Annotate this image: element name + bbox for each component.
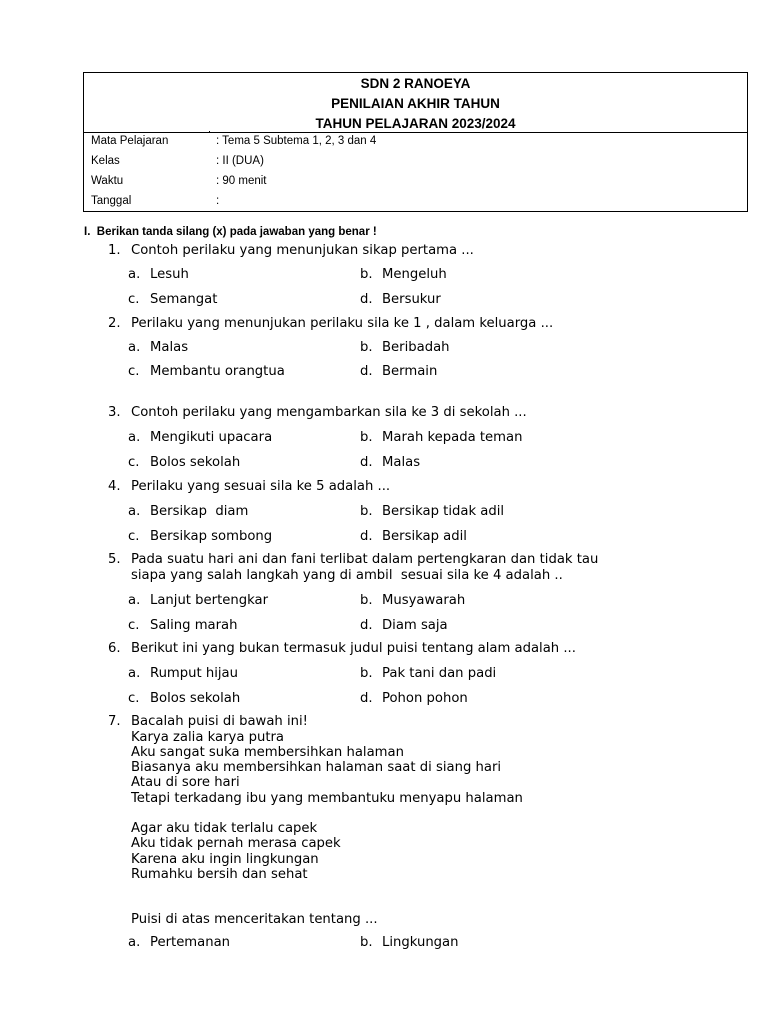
option-b[interactable]: [360, 430, 522, 445]
option-letter: a.: [128, 267, 141, 282]
instruction-text: Berikan tanda silang (x) pada jawaban yang benar !: [96, 226, 377, 238]
poem-line: Karena aku ingin lingkungan: [131, 851, 319, 867]
academic-year: TAHUN PELAJARAN 2023/2024: [315, 116, 516, 131]
option-text: Bersikap adil: [382, 529, 467, 544]
option-letter: d.: [360, 364, 373, 379]
question-text: Contoh perilaku yang menunjukan sikap pertama ...: [131, 243, 474, 258]
poem-line: Atau di sore hari: [131, 775, 240, 791]
option-d[interactable]: [360, 455, 420, 470]
option-text: Pak tani dan padi: [382, 666, 497, 681]
option-b[interactable]: [360, 340, 450, 355]
question-number: 5.: [108, 552, 121, 567]
option-text: Mengeluh: [382, 267, 447, 282]
poem-line: Rumahku bersih dan sehat: [131, 866, 308, 882]
option-letter: b.: [360, 267, 373, 282]
option-text: Marah kepada teman: [382, 430, 523, 445]
question-number: 7.: [108, 714, 121, 729]
question-number: 1.: [108, 243, 121, 258]
option-text: Bolos sekolah: [150, 691, 241, 706]
info-label: Kelas: [91, 155, 120, 167]
question-3: [108, 405, 527, 421]
option-text: Lesuh: [150, 267, 189, 282]
question-1: [108, 243, 474, 259]
option-d[interactable]: [360, 529, 467, 544]
option-letter: a.: [128, 340, 141, 355]
option-letter: d.: [360, 691, 373, 706]
option-text: Bolos sekolah: [150, 455, 241, 470]
question-text-line: Pada suatu hari ani dan fani terlibat dalam pertengkaran dan tidak tau: [131, 552, 599, 567]
question-prompt: Puisi di atas menceritakan tentang ...: [131, 912, 378, 927]
poem-line: Karya zalia karya putra: [131, 729, 284, 745]
option-text: Diam saja: [382, 618, 448, 633]
option-text: Bermain: [382, 364, 438, 379]
question-text: Contoh perilaku yang mengambarkan sila ke 3 di sekolah ...: [131, 405, 527, 420]
option-b[interactable]: [360, 267, 447, 282]
option-letter: a.: [128, 935, 141, 950]
option-d[interactable]: [360, 618, 448, 633]
option-c[interactable]: [128, 691, 240, 706]
option-letter: d.: [360, 455, 373, 470]
option-text: Lanjut bertengkar: [150, 593, 268, 608]
option-text: Mengikuti upacara: [150, 430, 273, 445]
question-number: 2.: [108, 316, 121, 331]
option-a[interactable]: [128, 935, 230, 950]
option-text: Bersikap tidak adil: [382, 504, 505, 519]
question-text: [131, 552, 598, 583]
poem-line: Aku tidak pernah merasa capek: [131, 836, 341, 852]
option-b[interactable]: [360, 666, 496, 681]
option-text: Malas: [382, 455, 421, 470]
question-text: Bacalah puisi di bawah ini!: [131, 714, 308, 729]
option-text: Membantu orangtua: [150, 364, 285, 379]
option-a[interactable]: [128, 430, 272, 445]
option-d[interactable]: [360, 364, 437, 379]
option-c[interactable]: [128, 455, 240, 470]
question-6: [108, 641, 576, 657]
option-a[interactable]: [128, 340, 188, 355]
poem-line: Tetapi terkadang ibu yang membantuku menyapu halaman: [131, 790, 523, 806]
info-row-subject: [84, 133, 747, 153]
option-text: Saling marah: [150, 618, 238, 633]
option-text: Malas: [150, 340, 189, 355]
option-a[interactable]: [128, 666, 238, 681]
option-a[interactable]: [128, 504, 248, 519]
info-row-time: [84, 173, 747, 193]
option-letter: b.: [360, 935, 373, 950]
option-text: Rumput hijau: [150, 666, 238, 681]
poem-stanza-2: [131, 821, 341, 882]
poem-line: Agar aku tidak terlalu capek: [131, 821, 318, 836]
question-text: Berikut ini yang bukan termasuk judul puisi tentang alam adalah ...: [131, 641, 576, 656]
option-letter: c.: [128, 292, 140, 307]
option-d[interactable]: [360, 691, 468, 706]
exam-header: [83, 72, 748, 212]
option-text: Bersukur: [382, 292, 441, 307]
question-4: [108, 479, 390, 495]
option-letter: b.: [360, 593, 373, 608]
info-label: Waktu: [91, 175, 124, 187]
option-letter: b.: [360, 430, 373, 445]
option-text: Pertemanan: [150, 935, 231, 950]
school-name: SDN 2 RANOEYA: [360, 76, 471, 91]
option-letter: d.: [360, 292, 373, 307]
info-row-date: [84, 193, 747, 213]
option-letter: c.: [128, 691, 140, 706]
option-letter: b.: [360, 666, 373, 681]
option-text: Bersikap diam: [150, 504, 249, 519]
option-text: Semangat: [150, 292, 218, 307]
option-letter: d.: [360, 618, 373, 633]
option-text: Lingkungan: [382, 935, 459, 950]
option-letter: a.: [128, 666, 141, 681]
question-number: 6.: [108, 641, 121, 656]
option-letter: b.: [360, 340, 373, 355]
option-text: Beribadah: [382, 340, 450, 355]
option-letter: c.: [128, 455, 140, 470]
option-letter: a.: [128, 504, 141, 519]
question-7: [108, 714, 308, 730]
poem-line: Aku sangat suka membersihkan halaman: [131, 744, 404, 760]
question-text-line: siapa yang salah langkah yang di ambil sesuai sila ke 4 adalah ..: [131, 567, 563, 583]
option-letter: d.: [360, 529, 373, 544]
option-a[interactable]: [128, 267, 189, 282]
info-label: Mata Pelajaran: [91, 135, 169, 147]
info-value: :: [216, 195, 220, 207]
poem-stanza-1: [131, 730, 523, 806]
option-c[interactable]: [128, 618, 238, 633]
question-text: Perilaku yang sesuai sila ke 5 adalah ...: [131, 479, 391, 494]
option-letter: b.: [360, 504, 373, 519]
question-text: Perilaku yang menunjukan perilaku sila ke 1 , dalam keluarga ...: [131, 316, 554, 331]
question-2: [108, 316, 553, 332]
header-titles: [84, 74, 747, 133]
option-letter: c.: [128, 364, 140, 379]
info-value: : II (DUA): [216, 155, 264, 167]
exam-name: PENILAIAN AKHIR TAHUN: [331, 96, 500, 111]
option-letter: c.: [128, 618, 140, 633]
question-5: [108, 552, 598, 583]
info-label: Tanggal: [91, 195, 132, 207]
option-text: Bersikap sombong: [150, 529, 273, 544]
option-c[interactable]: [128, 529, 272, 544]
option-text: Pohon pohon: [382, 691, 468, 706]
option-letter: a.: [128, 593, 141, 608]
option-letter: c.: [128, 529, 140, 544]
info-value: : 90 menit: [216, 175, 267, 187]
option-d[interactable]: [360, 292, 441, 307]
poem-line: Biasanya aku membersihkan halaman saat di siang hari: [131, 760, 502, 776]
question-number: 4.: [108, 479, 121, 494]
question-number: 3.: [108, 405, 121, 420]
section-instruction: [84, 226, 377, 238]
info-value: : Tema 5 Subtema 1, 2, 3 dan 4: [216, 135, 377, 147]
option-b[interactable]: [360, 935, 459, 950]
info-row-class: [84, 153, 747, 173]
option-a[interactable]: [128, 593, 268, 608]
option-letter: a.: [128, 430, 141, 445]
section-number: I.: [84, 226, 91, 238]
option-c[interactable]: [128, 292, 217, 307]
option-b[interactable]: [360, 593, 465, 608]
option-text: Musyawarah: [382, 593, 466, 608]
option-b[interactable]: [360, 504, 504, 519]
option-c[interactable]: [128, 364, 285, 379]
